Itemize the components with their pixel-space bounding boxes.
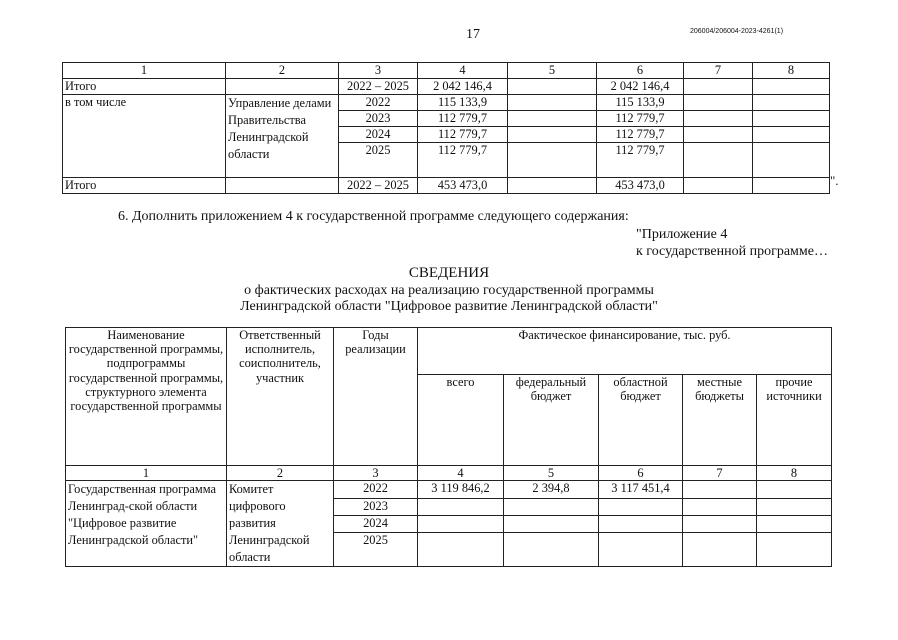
col-number: 1 (63, 63, 226, 79)
col-number: 8 (757, 466, 832, 481)
appendix-reference: к государственной программе… (636, 244, 828, 259)
row-label: Итого (63, 79, 226, 95)
total-cell: 112 779,7 (418, 143, 508, 178)
table-row (63, 95, 830, 111)
other-cell (757, 516, 832, 533)
regional-cell: 3 117 451,4 (599, 481, 683, 498)
federal-cell (504, 516, 599, 533)
federal-cell (508, 111, 597, 127)
executor-cell (226, 79, 339, 95)
table-row (66, 481, 832, 498)
years-cell: 2025 (339, 143, 418, 178)
years-cell: 2022 – 2025 (339, 79, 418, 95)
years-cell: 2024 (339, 127, 418, 143)
years-cell: 2022 – 2025 (339, 178, 418, 194)
other-cell (757, 481, 832, 498)
other-cell (753, 178, 830, 194)
regional-cell: 115 133,9 (597, 95, 684, 111)
years-cell: 2023 (334, 498, 418, 515)
other-cell (753, 95, 830, 111)
col-number: 7 (684, 63, 753, 79)
col-number: 3 (334, 466, 418, 481)
header-years: Годы реализации (334, 328, 418, 466)
total-cell: 115 133,9 (418, 95, 508, 111)
local-cell (683, 533, 757, 567)
local-cell (684, 143, 753, 178)
federal-cell: 2 394,8 (504, 481, 599, 498)
years-cell: 2023 (339, 111, 418, 127)
regional-cell: 453 473,0 (597, 178, 684, 194)
total-cell (418, 498, 504, 515)
executor-cell: Комитет цифрового развития Ленинградской области (227, 481, 334, 567)
years-cell: 2022 (339, 95, 418, 111)
header-local: местные бюджеты (683, 375, 757, 466)
col-number: 8 (753, 63, 830, 79)
other-cell (757, 533, 832, 567)
program-name-cell: Государственная программа Ленинград-ской области "Цифровое развитие Ленинградской области" (66, 481, 227, 567)
regional-cell: 2 042 146,4 (597, 79, 684, 95)
table-row (63, 178, 830, 194)
local-cell (684, 79, 753, 95)
col-number: 6 (599, 466, 683, 481)
executor-cell (226, 178, 339, 194)
regional-cell (599, 498, 683, 515)
document-id: 206004/206004-2023-4261(1) (690, 28, 784, 35)
section-subtitle: о фактических расходах на реализацию государственной программы (244, 283, 654, 298)
federal-cell (508, 178, 597, 194)
column-number-row (63, 63, 830, 79)
total-cell: 112 779,7 (418, 111, 508, 127)
years-cell: 2024 (334, 516, 418, 533)
actual-expenses-table (65, 327, 832, 567)
total-cell (418, 516, 504, 533)
row-label: в том числе (63, 95, 226, 178)
section-subtitle: Ленинградской области "Цифровое развитие Ленинградской области" (240, 299, 658, 314)
regional-cell (599, 533, 683, 567)
local-cell (684, 127, 753, 143)
federal-cell (508, 127, 597, 143)
header-executor: Ответственный исполнитель, соисполнитель, участник (227, 328, 334, 466)
header-federal: федеральный бюджет (504, 375, 599, 466)
total-cell: 453 473,0 (418, 178, 508, 194)
header-regional: областной бюджет (599, 375, 683, 466)
column-number-row (66, 466, 832, 481)
regional-cell: 112 779,7 (597, 143, 684, 178)
appendix-label: "Приложение 4 (636, 227, 728, 242)
local-cell (684, 111, 753, 127)
table-row (63, 79, 830, 95)
other-cell (757, 498, 832, 515)
regional-cell (599, 516, 683, 533)
col-number: 2 (227, 466, 334, 481)
item-6-paragraph: 6. Дополнить приложением 4 к государственной программе следующего содержания: (118, 209, 629, 224)
col-number: 5 (504, 466, 599, 481)
total-cell: 112 779,7 (418, 127, 508, 143)
local-cell (684, 95, 753, 111)
col-number: 1 (66, 466, 227, 481)
executor-cell: Управление делами Правительства Ленинградской области (226, 95, 339, 178)
regional-cell: 112 779,7 (597, 111, 684, 127)
section-title: СВЕДЕНИЯ (408, 265, 490, 281)
other-cell (753, 111, 830, 127)
page-number: 17 (466, 27, 480, 42)
total-cell: 3 119 846,2 (418, 481, 504, 498)
header-total: всего (418, 375, 504, 466)
expenses-table-continued (62, 62, 830, 194)
col-number: 5 (508, 63, 597, 79)
col-number: 4 (418, 466, 504, 481)
regional-cell: 112 779,7 (597, 127, 684, 143)
col-number: 3 (339, 63, 418, 79)
header-other: прочие источники (757, 375, 832, 466)
col-number: 6 (597, 63, 684, 79)
local-cell (683, 481, 757, 498)
other-cell (753, 79, 830, 95)
local-cell (684, 178, 753, 194)
federal-cell (508, 79, 597, 95)
header-row (66, 328, 832, 375)
other-cell (753, 143, 830, 178)
col-number: 7 (683, 466, 757, 481)
other-cell (753, 127, 830, 143)
closing-quote: ". (830, 173, 839, 188)
federal-cell (504, 533, 599, 567)
header-financing: Фактическое финансирование, тыс. руб. (418, 328, 832, 375)
header-name: Наименование государственной программы, подпрограммы государственной программы, структурного элемента государственной программы (66, 328, 227, 466)
local-cell (683, 516, 757, 533)
total-cell: 2 042 146,4 (418, 79, 508, 95)
federal-cell (508, 95, 597, 111)
federal-cell (504, 498, 599, 515)
years-cell: 2025 (334, 533, 418, 567)
row-label: Итого (63, 178, 226, 194)
col-number: 4 (418, 63, 508, 79)
years-cell: 2022 (334, 481, 418, 498)
local-cell (683, 498, 757, 515)
federal-cell (508, 143, 597, 178)
total-cell (418, 533, 504, 567)
col-number: 2 (226, 63, 339, 79)
